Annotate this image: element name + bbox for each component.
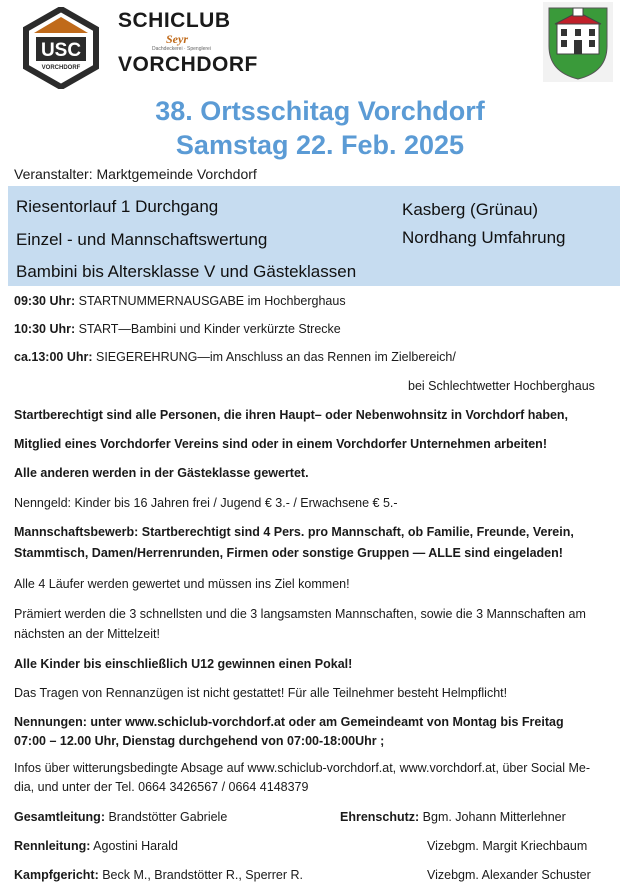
official-ehrenschutz-3: Vizebgm. Alexander Schuster [427,868,591,882]
club-sponsor: Seyr [166,32,188,46]
eligibility-line: Mitglied eines Vorchdorfer Vereins sind oder in einem Vorchdorfer Unternehmen arbeiten! [14,437,547,451]
club-line1: SCHICLUB [118,9,231,32]
official-rennleitung: Rennleitung: Agostini Harald [14,839,178,853]
eligibility-line: Startberechtigt sind alle Personen, die ihren Haupt– oder Nebenwohnsitz in Vorchdorf haben, [14,408,569,422]
registration: 07:00 – 12.00 Uhr, Dienstag durchgehend von 07:00-18:00Uhr ; [14,734,385,748]
prizes: nächsten an der Mittelzeit! [14,627,160,641]
race-location: Kasberg (Grünau) [402,200,539,219]
event-title: 38. Ortsschitag Vorchdorf [155,96,485,126]
team-note: Alle 4 Läufer werden gewertet und müssen ins Ziel kommen! [14,577,350,591]
logo-letters: USC [40,40,82,61]
organizer: Veranstalter: Marktgemeinde Vorchdorf [14,166,257,182]
schedule-item: 10:30 Uhr: START—Bambini und Kinder verkürzte Strecke [14,322,341,336]
race-scoring: Einzel - und Mannschaftswertung [16,230,268,249]
official-gesamtleitung: Gesamtleitung: Brandstötter Gabriele [14,810,228,824]
usc-logo [22,7,100,89]
official-kampfgericht: Kampfgericht: Beck M., Brandstötter R., Sperrer R. [14,868,303,882]
club-name [118,10,278,76]
schedule-item: 09:30 Uhr: STARTNUMMERNAUSGABE im Hochberghaus [14,294,346,308]
registration: Nennungen: unter www.schiclub-vorchdorf.at oder am Gemeindeamt von Montag bis Freitag [14,715,564,729]
eligibility-line: Alle anderen werden in der Gästeklasse gewertet. [14,466,309,480]
team-rules: Stammtisch, Damen/Herrenrunden, Firmen oder sonstige Gruppen — ALLE sind eingeladen! [14,546,563,560]
prizes: Prämiert werden die 3 schnellsten und die 3 langsamsten Mannschaften, sowie die 3 Mannschaften am [14,607,586,621]
rules: Das Tragen von Rennanzügen ist nicht gestattet! Für alle Teilnehmer besteht Helmpflicht! [14,686,508,700]
event-date: Samstag 22. Feb. 2025 [175,130,465,160]
official-ehrenschutz: Ehrenschutz: Bgm. Johann Mitterlehner [340,810,566,824]
info: Infos über witterungsbedingte Absage auf www.schiclub-vorchdorf.at, www.vorchdorf.at, über Social Me- [14,761,590,775]
club-sponsor-sub: Dachdeckerei · Spenglerei [152,46,211,52]
race-slope: Nordhang Umfahrung [402,228,566,247]
official-ehrenschutz-2: Vizebgm. Margit Kriechbaum [427,839,588,853]
race-format: Riesentorlauf 1 Durchgang [16,197,219,216]
schedule-note: bei Schlechtwetter Hochberghaus [408,379,595,393]
kids-prize: Alle Kinder bis einschließlich U12 gewinnen einen Pokal! [14,657,353,671]
municipal-crest-icon [543,2,613,82]
race-classes: Bambini bis Altersklasse V und Gästeklassen [16,262,357,281]
club-line2: VORCHDORF [118,53,258,76]
logo-sub: VORCHDORF [41,65,81,71]
schedule-item: ca.13:00 Uhr: SIEGEREHRUNG—im Anschluss an das Rennen im Zielbereich/ [14,350,456,364]
entry-fee: Nenngeld: Kinder bis 16 Jahren frei / Jugend € 3.- / Erwachsene € 5.- [14,496,398,510]
team-rules: Mannschaftsbewerb: Startberechtigt sind 4 Pers. pro Mannschaft, ob Familie, Freunde, Verein, [14,525,574,539]
info: dia, und unter der Tel. 0664 3426567 / 0664 4148379 [14,780,309,794]
